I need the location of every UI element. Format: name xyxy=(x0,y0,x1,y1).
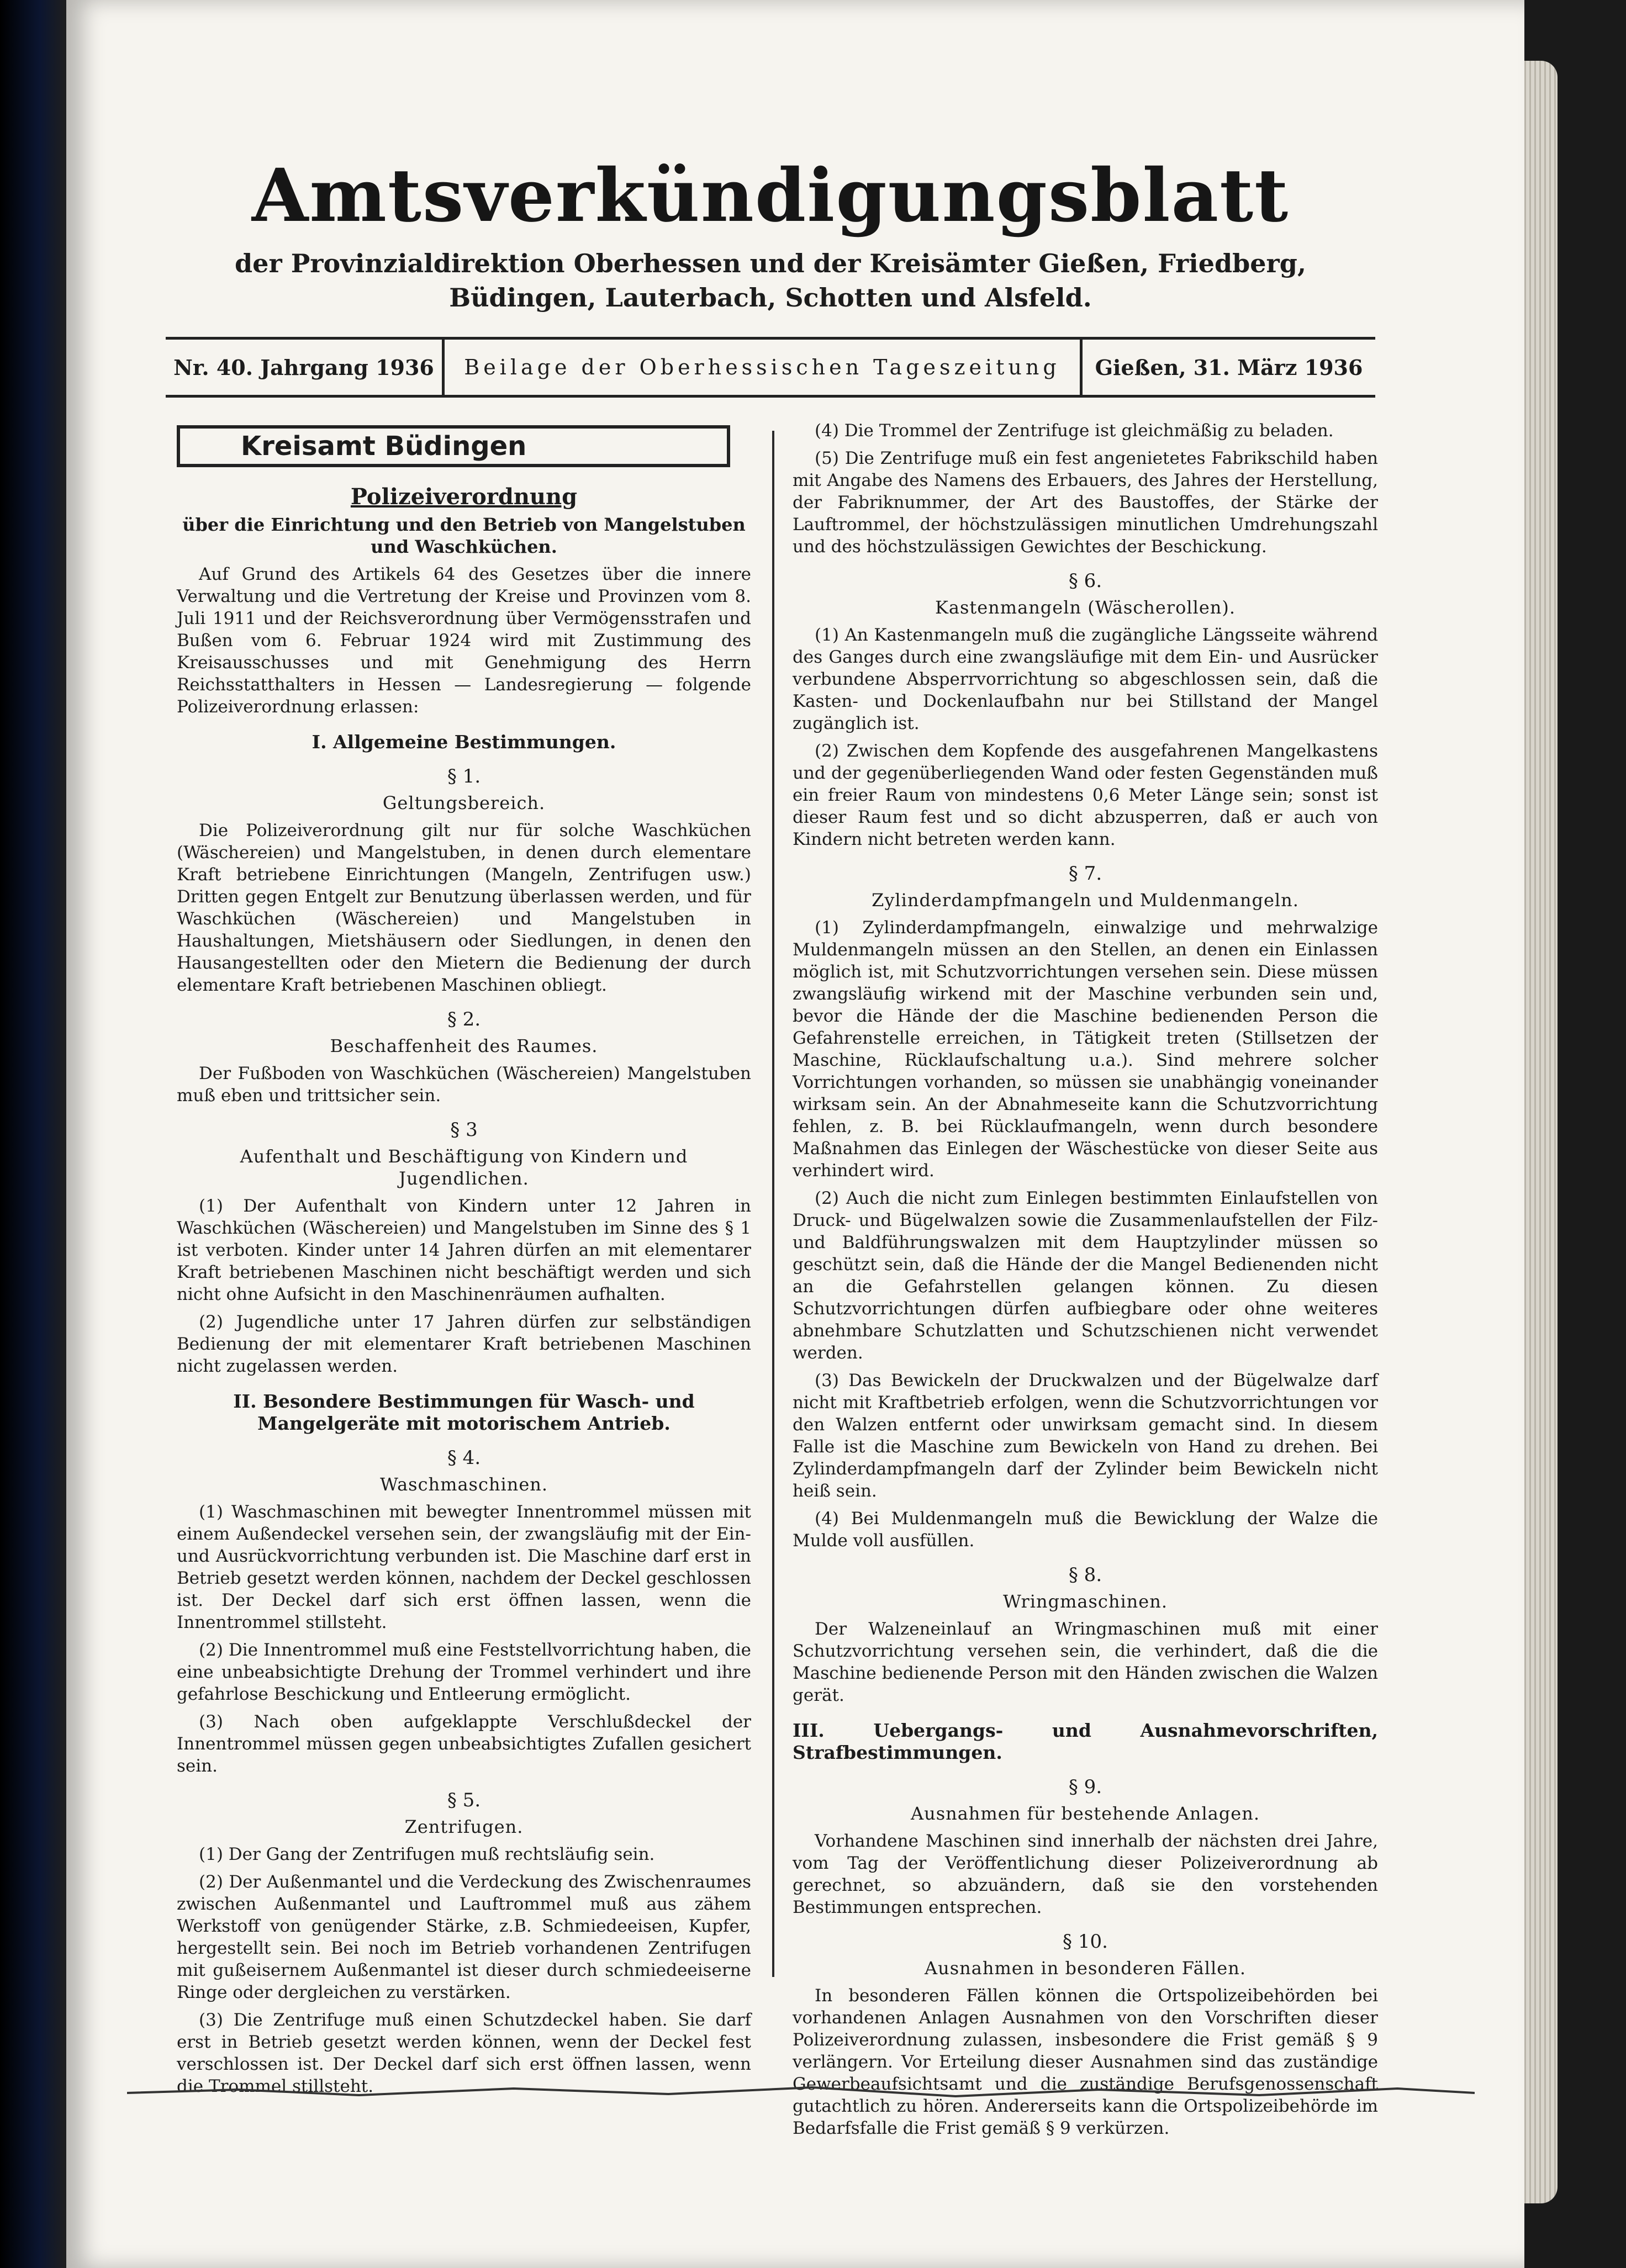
section-number: § 3 xyxy=(450,1119,478,1141)
paragraph: (1) Zylinderdampfmangeln, einwalzige und mehrwalzige Muldenmangeln müssen an den Stellen, an denen ein Einlassen möglich ist, mit Schutzvorrichtungen versehen sein. Diese müssen zwangsläufig wirkend mit der Maschine verbunden sein und, bevor die Hände der die Maschine bedienenden Person die Gefahrenstelle erreichen, in Tätigkeit treten (Stillsetzen der Maschine, Rücklaufschaltung u.a.). Sind mehrere solcher Vorrichtungen vorhanden, so müssen sie unabhängig voneinander wirksam sein. An der Abnahmeseite kann die Schutzvorrichtung fehlen, z. B. bei Rücklaufmangeln, wenn durch besondere Maßnahmen das Einlegen der Wäschestücke von dieser Seite aus verhindert wird. xyxy=(793,918,1378,1181)
column-divider xyxy=(772,431,774,1977)
part-heading-1: I. Allgemeine Bestimmungen. xyxy=(312,731,616,753)
paragraph: (4) Die Trommel der Zentrifuge ist gleichmäßig zu beladen. xyxy=(815,421,1334,441)
paragraph: Der Fußboden von Waschküchen (Wäschereien) Mangelstuben muß eben und trittsicher sein. xyxy=(177,1064,751,1106)
section-number: § 6. xyxy=(1068,570,1102,592)
authority-box: Kreisamt Büdingen xyxy=(177,425,730,467)
section-title: Kastenmangeln (Wäscherollen). xyxy=(935,597,1236,618)
section-title: Geltungsbereich. xyxy=(382,792,546,813)
section-title: Zentrifugen. xyxy=(404,1816,524,1837)
section-number: § 8. xyxy=(1068,1564,1102,1586)
paragraph: Die Polizeiverordnung gilt nur für solche Waschküchen (Wäschereien) und Mangelstuben, in denen durch elementare Kraft betriebene Einrichtungen (Mangeln, Zentrifugen usw.) Dritten gegen Entgelt zur Benutzung überlassen werden, und für Waschküchen (Wäschereien) und Mangelstuben in Haushaltungen, Mietshäusern oder Siedlungen, in denen den Hausangestellten oder den Mietern die Bedienung der durch elementare Kraft betriebenen Maschinen obliegt. xyxy=(177,821,751,995)
paragraph: (1) Waschmaschinen mit bewegter Innentrommel müssen mit einem Außendeckel versehen sein, der zwangsläufig mit der Ein- und Ausrückvorrichtung verbunden ist. Die Maschine darf erst in Betrieb gesetzt werden können, nachdem der Deckel geschlossen ist. Der Deckel darf sich erst öffnen lassen, wenn die Innentrommel stillsteht. xyxy=(177,1502,751,1632)
section-title: Ausnahmen in besonderen Fällen. xyxy=(925,1958,1246,1979)
section-title: Aufenthalt und Beschäftigung von Kindern und Jugendlichen. xyxy=(240,1146,688,1189)
section-number: § 4. xyxy=(447,1447,481,1469)
section-number: § 7. xyxy=(1068,863,1102,885)
paragraph: (3) Nach oben aufgeklappte Verschlußdeckel der Innentrommel müssen gegen unbeabsichtigtes Zufallen gesichert sein. xyxy=(177,1712,751,1776)
paragraph: (1) Der Aufenthalt von Kindern unter 12 Jahren in Waschküchen (Wäschereien) und Mangelstuben im Sinne des § 1 ist verboten. Kinder unter 14 Jahren dürfen an mit elementarer Kraft betriebenen Maschinen nicht beschäftigt werden und sich nicht ohne Aufsicht in den Maschinenräumen aufhalten. xyxy=(177,1196,751,1304)
section-title: Waschmaschinen. xyxy=(379,1474,548,1495)
paragraph: (1) An Kastenmangeln muß die zugängliche Längsseite während des Ganges durch eine zwangsläufige mit dem Ein- und Ausrücker verbundene Absperrvorrichtung so abgeschlossen sein, daß die Kasten- und Dockenlaufbahn nur bei Stillstand der Mangel zugänglich ist. xyxy=(793,625,1378,733)
section-number: § 10. xyxy=(1063,1931,1108,1953)
part-heading-3: III. Uebergangs- und Ausnahmevorschriften, Strafbestimmungen. xyxy=(793,1720,1378,1763)
section-title: Zylinderdampfmangeln und Muldenmangeln. xyxy=(872,890,1299,911)
paragraph: (3) Die Zentrifuge muß einen Schutzdeckel haben. Sie darf erst in Betrieb gesetzt werden können, wenn der Deckel fest verschlossen ist. Der Deckel darf sich erst öffnen lassen, wenn die Trommel stillsteht. xyxy=(177,2010,751,2096)
paragraph: (2) Jugendliche unter 17 Jahren dürfen zur selbständigen Bedienung der mit elementarer Kraft betriebenen Maschinen nicht zugelassen werden. xyxy=(177,1312,751,1376)
part-heading-2: II. Besondere Bestimmungen für Wasch- und Mangelgeräte mit motorischem Antrieb. xyxy=(233,1391,695,1434)
newspaper-subtitle: der Provinzialdirektion Oberhessen und der Kreisämter Gießen, Friedberg, Büdingen, Lauterbach, Schotten und Alsfeld. xyxy=(235,249,1306,313)
paragraph: In besonderen Fällen können die Ortspolizeibehörden bei vorhandenen Anlagen Ausnahmen von den Vorschriften dieser Polizeiverordnung zulassen, insbesondere die Frist gemäß § 9 verlängern. Vor Erteilung dieser Ausnahmen sind das zuständige Gewerbeaufsichtsamt und die zuständige Berufsgenossenschaft gutachtlich zu hören. Andererseits kann die Ortspolizeibehörde im Bedarfsfalle die Frist gemäß § 9 verkürzen. xyxy=(793,1986,1378,2138)
paragraph: (1) Der Gang der Zentrifugen muß rechtsläufig sein. xyxy=(199,1844,655,1864)
section-number: § 2. xyxy=(447,1008,481,1030)
paragraph: (5) Die Zentrifuge muß ein fest angenietetes Fabrikschild haben mit Angabe des Namens des Erbauers, des Jahres der Herstellung, der Fabriknummer, der Art des Baustoffes, der Stärke der Lauftrommel, der höchstzulässigen minutlichen Umdrehungszahl und des höchstzulässigen Gewichtes der Beschickung. xyxy=(793,448,1378,557)
right-column xyxy=(793,420,1378,2145)
paragraph: Der Walzeneinlauf an Wringmaschinen muß mit einer Schutzvorrichtung versehen sein, die verhindert, daß die die Maschine bedienende Person mit den Händen zwischen die Walzen gerät. xyxy=(793,1619,1378,1705)
book-binding xyxy=(0,0,66,2268)
section-number: § 1. xyxy=(447,765,481,787)
paragraph: (3) Das Bewickeln der Druckwalzen und der Bügelwalze darf nicht mit Kraftbetrieb erfolgen, wenn die Schutzvorrichtungen vor den Walzen entfernt oder unwirksam gemacht sind. In diesem Falle ist die Maschine zum Bewickeln von Hand zu drehen. Bei Zylinderdampfmangeln darf der Zylinder beim Bewickeln nicht heiß sein. xyxy=(793,1371,1378,1501)
paragraph: (2) Der Außenmantel und die Verdeckung des Zwischenraumes zwischen Außenmantel und Lauftrommel muß aus zähem Werkstoff von genügender Stärke, z.B. Schmiedeeisen, Kupfer, hergestellt sein. Bei noch im Betrieb vorhandenen Zentrifugen mit gußeisernem Außenmantel ist dieser durch schmiedeeiserne Ringe oder dergleichen zu verstärken. xyxy=(177,1872,751,2002)
section-title: Wringmaschinen. xyxy=(1002,1591,1168,1612)
place-date: Gießen, 31. März 1936 xyxy=(1095,355,1363,380)
decree-subtitle: über die Einrichtung und den Betrieb von Mangelstuben und Waschküchen. xyxy=(182,514,746,557)
masthead xyxy=(188,149,1353,315)
paragraph: (2) Zwischen dem Kopfende des ausgefahrenen Mangelkastens und der gegenüberliegenden Wand oder festen Gegenständen muß ein freier Raum von mindestens 0,6 Meter Länge sein; sonst ist dieser Raum fest und so dicht abzusperren, daß er auch von Kindern nicht betreten werden kann. xyxy=(793,741,1378,849)
torn-paper-edge xyxy=(127,2082,1475,2104)
paragraph: (2) Auch die nicht zum Einlegen bestimmten Einlaufstellen von Druck- und Bügelwalzen sowie die Zusammenlaufstellen der Filz- und Baldführungswalzen mit dem Hauptzylinder müssen so geschützt sein, daß die Hände der die Mangel Bedienenden nicht an die Gefahrstellen gelangen können. Zu diesen Schutzvorrichtungen dürfen aufbiegbare oder ohne weiteres abnehmbare Schutzlatten und Schutzschienen nicht verwendet werden. xyxy=(793,1188,1378,1363)
section-title: Ausnahmen für bestehende Anlagen. xyxy=(910,1803,1260,1824)
issue-number: Nr. 40. Jahrgang 1936 xyxy=(166,340,445,395)
decree-title: Polizeiverordnung xyxy=(350,484,578,510)
section-number: § 9. xyxy=(1068,1776,1102,1798)
paragraph: (2) Die Innentrommel muß eine Feststellvorrichtung haben, die eine unbeabsichtigte Drehung der Trommel verhindert und ihre gefahrlose Beschickung und Entleerung ermöglicht. xyxy=(177,1640,751,1704)
left-column xyxy=(177,420,751,2103)
paragraph: (4) Bei Muldenmangeln muß die Bewicklung der Walze die Mulde voll ausfüllen. xyxy=(793,1509,1378,1551)
preamble: Auf Grund des Artikels 64 des Gesetzes über die innere Verwaltung und die Vertretung der Kreise und Provinzen vom 8. Juli 1911 und der Reichsverordnung über Vermögensstrafen und Bußen vom 6. Februar 1924 wird mit Zustimmung des Kreisausschusses und mit Genehmigung des Herrn Reichsstatthalters in Hessen — Landesregierung — folgende Polizeiverordnung erlassen: xyxy=(177,564,751,717)
newspaper-title: Amtsverkündigungsblatt xyxy=(251,153,1290,239)
section-number: § 5. xyxy=(447,1789,481,1811)
issue-bar xyxy=(166,337,1375,398)
section-title: Beschaffenheit des Raumes. xyxy=(330,1035,598,1056)
supplement-line: Beilage der Oberhessischen Tageszeitung xyxy=(445,340,1083,395)
paragraph: Vorhandene Maschinen sind innerhalb der nächsten drei Jahre, vom Tag der Veröffentlichung dieser Polizeiverordnung ab gerechnet, so abzuändern, daß sie den vorstehenden Bestimmungen entsprechen. xyxy=(793,1831,1378,1917)
